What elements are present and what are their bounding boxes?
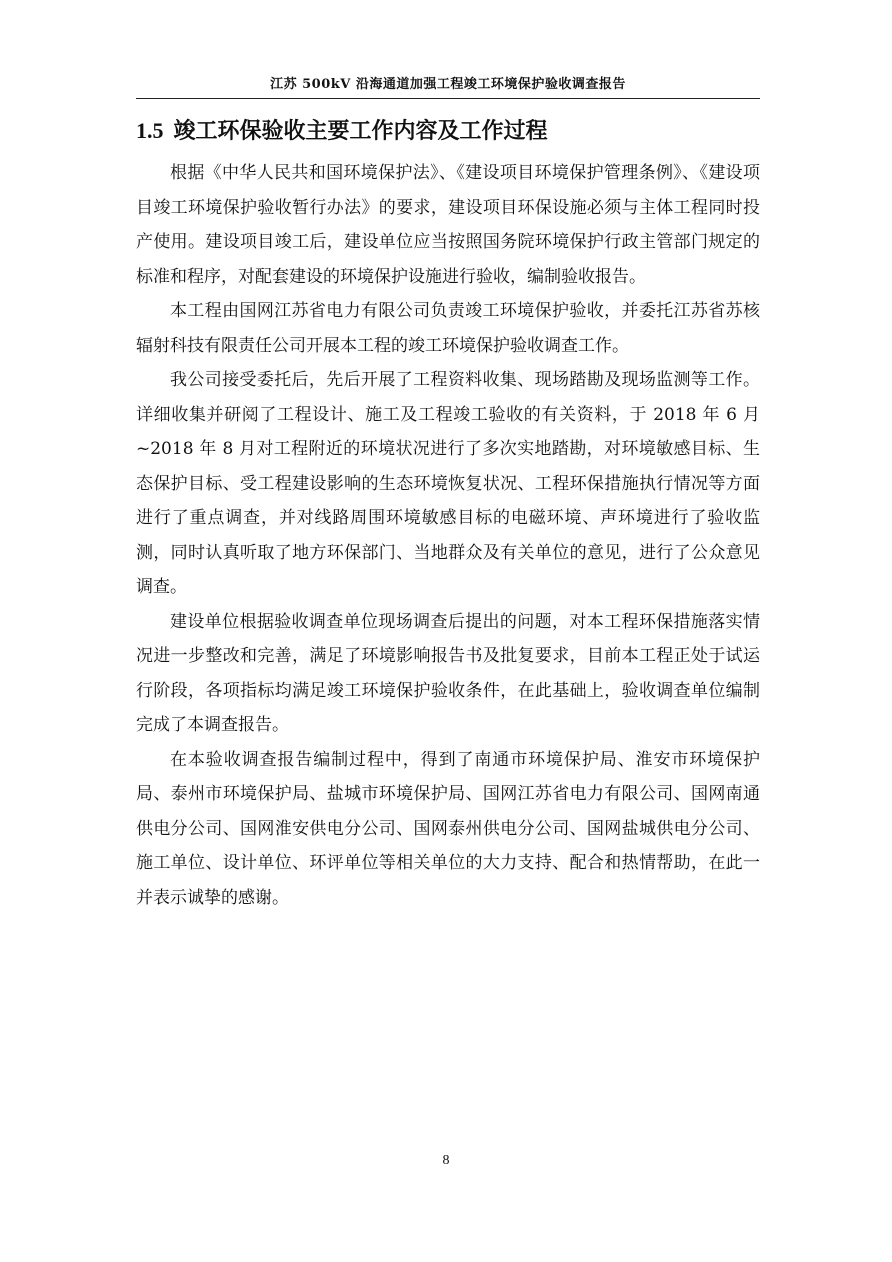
page-number: 8 (442, 1153, 450, 1168)
paragraph: 建设单位根据验收调查单位现场调查后提出的问题，对本工程环保措施落实情况进一步整改和完善，满足了环境影响报告书及批复要求，目前本工程正处于试运行阶段，各项指标均满足竣工环境保护验收条件，在此基础上，验收调查单位编制完成了本调查报告。 (136, 611, 760, 735)
paragraph: 我公司接受委托后，先后开展了工程资料收集、现场踏勘及现场监测等工作。详细收集并研阅了工程设计、施工及工程竣工验收的有关资料，于 2018 年 6 月~2018 年 8 月对工程附近的环境状况进行了多次实地踏勘，对环境敏感目标、生态保护目标、受工程建设影响的生态环境恢复状况、工程环保措施执行情况等方面进行了重点调查，并对线路周围环境敏感目标的电磁环境、声环境进行了验收监测，同时认真听取了地方环保部门、当地群众及有关单位的意见，进行了公众意见调查。 (136, 370, 760, 597)
section-heading (136, 114, 760, 148)
section-title: 竣工环保验收主要工作内容及工作过程 (173, 118, 548, 144)
paragraph: 本工程由国网江苏省电力有限公司负责竣工环境保护验收，并委托江苏省苏核辐射科技有限责任公司开展本工程的竣工环境保护验收调查工作。 (136, 301, 760, 356)
body-text (136, 156, 760, 915)
section-number: 1.5 (136, 118, 164, 143)
running-header: 江苏 500kV 沿海通道加强工程竣工环境保护验收调查报告 (270, 77, 626, 92)
paragraph: 根据《中华人民共和国环境保护法》、《建设项目环境保护管理条例》、《建设项目竣工环境保护验收暂行办法》的要求，建设项目环保设施必须与主体工程同时投产使用。建设项目竣工后，建设单位应当按照国务院环境保护行政主管部门规定的标准和程序，对配套建设的环境保护设施进行验收，编制验收报告。 (136, 163, 760, 287)
paragraph: 在本验收调查报告编制过程中，得到了南通市环境保护局、淮安市环境保护局、泰州市环境保护局、盐城市环境保护局、国网江苏省电力有限公司、国网南通供电分公司、国网淮安供电分公司、国网泰州供电分公司、国网盐城供电分公司、施工单位、设计单位、环评单位等相关单位的大力支持、配合和热情帮助，在此一并表示诚挚的感谢。 (136, 749, 760, 908)
header-rule (136, 98, 760, 99)
